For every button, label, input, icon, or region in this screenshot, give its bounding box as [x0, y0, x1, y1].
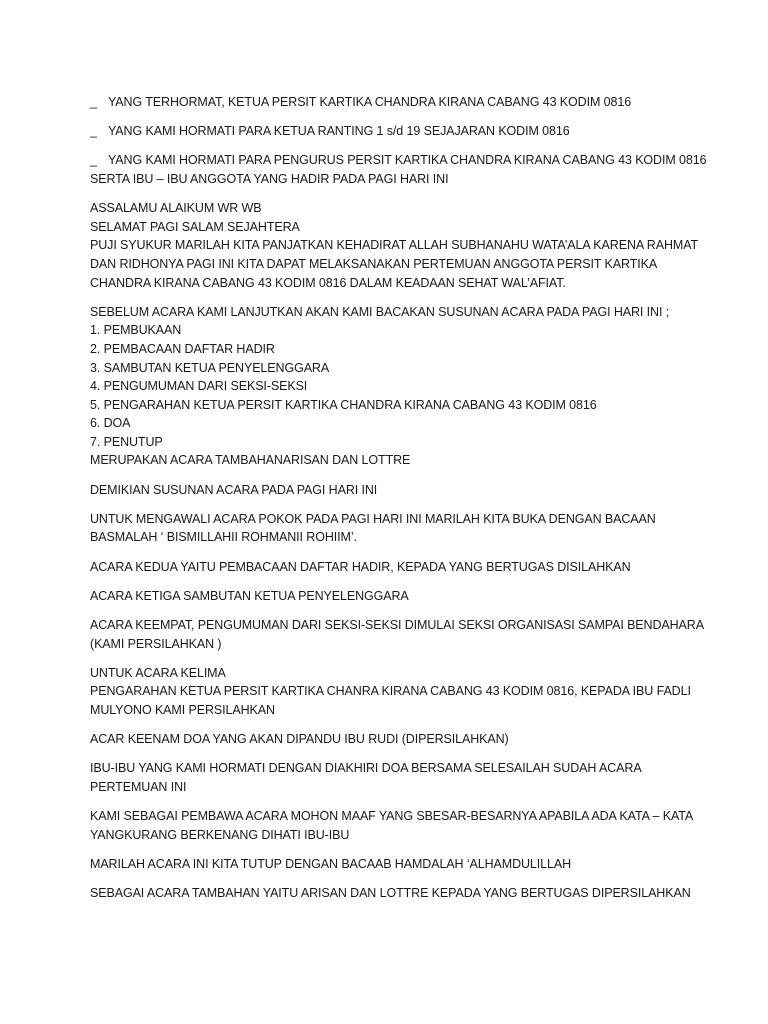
agenda-item: 5. PENGARAHAN KETUA PERSIT KARTIKA CHANDRA KIRANA CABANG 43 KODIM 0816: [90, 397, 597, 412]
paragraph: [90, 481, 708, 500]
paragraph: [90, 884, 708, 903]
text-line: MULYONO KAMI PERSILAHKAN: [90, 702, 275, 717]
opening-paragraph: [90, 199, 708, 292]
salutation-text: YANG TERHORMAT, KETUA PERSIT KARTIKA CHANDRA KIRANA CABANG 43 KODIM 0816: [108, 95, 632, 109]
paragraph: [90, 510, 708, 547]
agenda-item: 3. SAMBUTAN KETUA PENYELENGGARA: [90, 360, 330, 375]
agenda-intro: SEBELUM ACARA KAMI LANJUTKAN AKAN KAMI BACAKAN SUSUNAN ACARA PADA PAGI HARI INI ;: [90, 304, 670, 319]
greeting-line: ASSALAMU ALAIKUM WR WB: [90, 201, 262, 216]
agenda-paragraph: [90, 303, 708, 470]
paragraph: [90, 855, 708, 874]
salutation-3: [90, 151, 708, 188]
text-line: ACARA KEEMPAT, PENGUMUMAN DARI SEKSI-SEKSI DIMULAI SEKSI ORGANISASI SAMPAI BENDAHARA: [90, 618, 704, 632]
text-line: UNTUK MENGAWALI ACARA POKOK PADA PAGI HARI INI MARILAH KITA BUKA DENGAN BACAAN: [90, 511, 656, 526]
text-line: ACARA KETIGA SAMBUTAN KETUA PENYELENGGARA: [90, 588, 409, 603]
greeting-line: SELAMAT PAGI SALAM SEJAHTERA: [90, 219, 300, 234]
salutation-dash: _: [90, 124, 97, 139]
text-line: DEMIKIAN SUSUNAN ACARA PADA PAGI HARI INI: [90, 482, 378, 497]
agenda-extra: MERUPAKAN ACARA TAMBAHANARISAN DAN LOTTRE: [90, 453, 411, 468]
text-line: CHANDRA KIRANA CABANG 43 KODIM 0816 DALAM KEADAAN SEHAT WAL’AFIAT.: [90, 275, 566, 290]
text-line: MARILAH ACARA INI KITA TUTUP DENGAN BACAAB HAMDALAH ‘ALHAMDULILLAH: [90, 856, 572, 871]
paragraph: [90, 587, 708, 606]
text-line: PENGARAHAN KETUA PERSIT KARTIKA CHANRA KIRANA CABANG 43 KODIM 0816, KEPADA IBU FADLI: [90, 684, 691, 699]
salutation-text-continued: 0816 SERTA IBU – IBU ANGGOTA YANG HADIR PADA PAGI HARI INI: [90, 153, 707, 186]
text-line: UNTUK ACARA KELIMA: [90, 665, 226, 680]
paragraph: [90, 664, 708, 720]
text-line: YANGKURANG BERKENANG DIHATI IBU-IBU: [90, 827, 350, 842]
salutation-dash: _: [90, 95, 97, 109]
agenda-item: 1. PEMBUKAAN: [90, 323, 182, 338]
text-line: (KAMI PERSILAHKAN ): [90, 636, 222, 651]
text-line: IBU-IBU YANG KAMI HORMATI DENGAN DIAKHIRI DOA BERSAMA SELESAILAH SUDAH ACARA: [90, 761, 642, 776]
agenda-item: 6. DOA: [90, 416, 131, 431]
agenda-item: 7. PENUTUP: [90, 434, 163, 449]
agenda-item: 2. PEMBACAAN DAFTAR HADIR: [90, 341, 275, 356]
paragraph: [90, 759, 708, 796]
salutation-dash: _: [90, 153, 97, 168]
text-line: ACAR KEENAM DOA YANG AKAN DIPANDU IBU RUDI (DIPERSILAHKAN): [90, 732, 509, 747]
salutation-text: YANG KAMI HORMATI PARA KETUA RANTING 1 s/d 19 SEJAJARAN KODIM 0816: [108, 124, 570, 139]
text-line: DAN RIDHONYA PAGI INI KITA DAPAT MELAKSANAKAN PERTEMUAN ANGGOTA PERSIT KARTIKA: [90, 256, 658, 271]
text-line: ACARA KEDUA YAITU PEMBACAAN DAFTAR HADIR, KEPADA YANG BERTUGAS DISILAHKAN: [90, 559, 631, 574]
text-line: KAMI SEBAGAI PEMBAWA ACARA MOHON MAAF YANG SBESAR-BESARNYA APABILA ADA KATA – KATA: [90, 809, 694, 824]
text-line: SEBAGAI ACARA TAMBAHAN YAITU ARISAN DAN LOTTRE KEPADA YANG BERTUGAS DIPERSILAHKAN: [90, 886, 691, 901]
text-line: PERTEMUAN INI: [90, 779, 187, 794]
paragraph: [90, 730, 708, 749]
paragraph: [90, 558, 708, 577]
paragraph: [90, 807, 708, 844]
paragraph: [90, 616, 708, 653]
text-line: PUJI SYUKUR MARILAH KITA PANJATKAN KEHADIRAT ALLAH SUBHANAHU WATA’ALA KARENA RAHMAT: [90, 238, 699, 253]
agenda-item: 4. PENGUMUMAN DARI SEKSI-SEKSI: [90, 379, 308, 394]
salutation-text: YANG KAMI HORMATI PARA PENGURUS PERSIT KARTIKA CHANDRA KIRANA CABANG 43 KODIM: [108, 153, 676, 168]
salutation-1: [90, 93, 708, 112]
salutation-2: [90, 122, 708, 141]
text-line: BASMALAH ‘ BISMILLAHII ROHMANII ROHIIM’.: [90, 530, 357, 545]
